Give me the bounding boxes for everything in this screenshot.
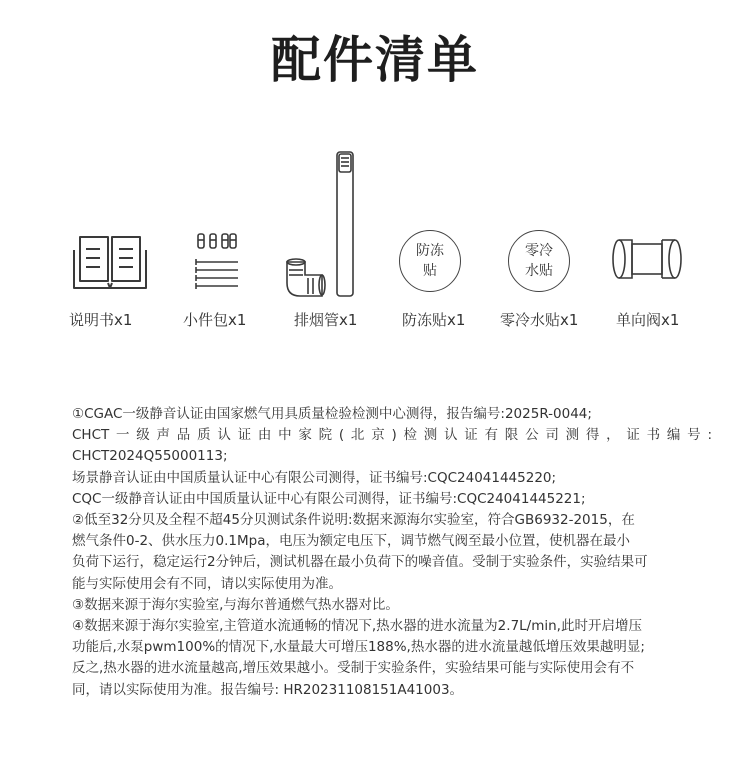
accessory-small-parts-label: 小件包x1 <box>183 311 247 329</box>
antifreeze-sticker-badge <box>399 230 461 292</box>
note-line: CHCT一级声品质认证由中家院(北京)检测认证有限公司测得，证书编号: <box>72 427 712 444</box>
note-line: ③数据来源于海尔实验室,与海尔普通燃气热水器对比。 <box>72 596 399 613</box>
note-line: ①CGAC一级静音认证由国家燃气用具质量检验检测中心测得，报告编号:2025R-0044; <box>72 406 592 422</box>
zero-cold-sticker-badge <box>508 230 570 292</box>
note-line: 功能后,水泵pwm100%的情况下,水量最大可增压188%,热水器的进水流量越低增压效果越明显; <box>72 639 645 656</box>
note-line: ②低至32分贝及全程不超45分贝测试条件说明:数据来源海尔实验室，符合GB6932-2015，在 <box>72 512 635 529</box>
note-line: CQC一级静音认证由中国质量认证中心有限公司测得，证书编号:CQC24041445221; <box>72 490 586 507</box>
accessory-check-valve-label: 单向阀x1 <box>616 311 680 329</box>
accessory-zero-cold-sticker-label: 零冷水贴x1 <box>500 311 579 329</box>
note-line: 燃气条件0-2、供水压力0.1Mpa，电压为额定电压下，调节燃气阀至最小位置，使机器在最小 <box>72 533 631 550</box>
zero-cold-badge-line2: 水贴 <box>525 263 553 279</box>
antifreeze-badge-line1: 防冻 <box>416 243 444 259</box>
footnotes <box>72 404 712 701</box>
note-line: 反之,热水器的进水流量越高,增压效果越小。受制于实验条件，实验结果可能与实际使用会有不 <box>72 660 635 677</box>
zero-cold-badge-line1: 零冷 <box>525 243 553 259</box>
accessory-exhaust-pipe-label: 排烟管x1 <box>294 311 358 329</box>
page-title: 配件清单 <box>271 31 479 89</box>
accessory-manual-label: 说明书x1 <box>69 311 133 329</box>
note-line: 能与实际使用会有不同，请以实际使用为准。 <box>72 575 342 592</box>
antifreeze-badge-line2: 贴 <box>423 263 437 279</box>
note-line: ④数据来源于海尔实验室,主管道水流通畅的情况下,热水器的进水流量为2.7L/min,此时开启增压 <box>72 618 642 635</box>
note-line: 负荷下运行，稳定运行2分钟后，测试机器在最小负荷下的噪音值。受制于实验条件，实验结果可 <box>72 554 648 571</box>
note-line: 场景静音认证由中国质量认证中心有限公司测得，证书编号:CQC24041445220; <box>72 469 557 486</box>
note-line: CHCT2024Q55000113; <box>72 448 228 465</box>
accessory-antifreeze-sticker-label: 防冻贴x1 <box>402 311 466 329</box>
note-line: 同，请以实际使用为准。报告编号: HR20231108151A41003。 <box>72 681 464 698</box>
